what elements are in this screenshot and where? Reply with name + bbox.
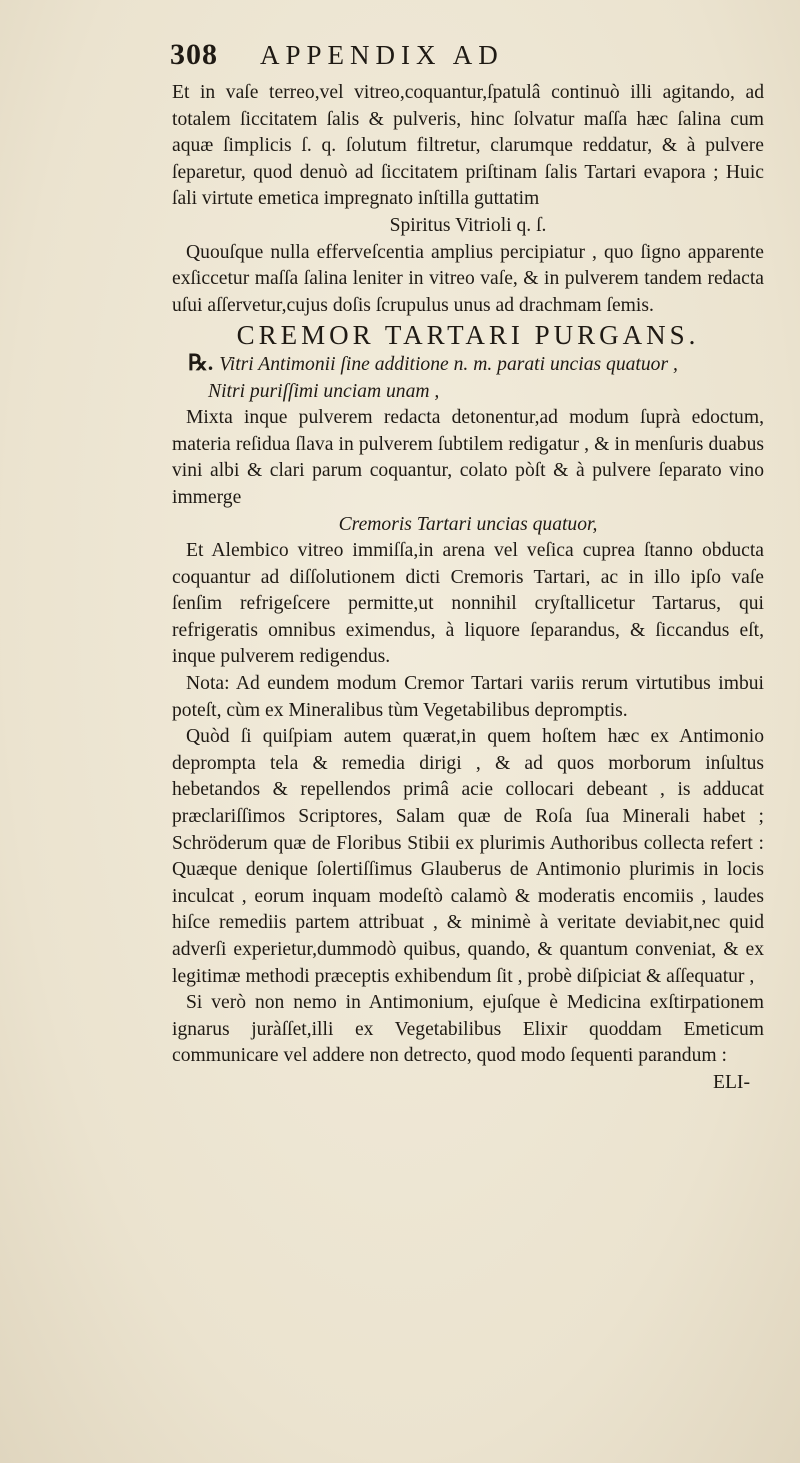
paragraph-evaporation: Et in vaſe terreo,vel vitreo,coquantur,ſpatulâ continuò illi agitando, ad totalem ſiccitatem ſalis & pulveris, hinc ſolvatur maſſa hæc ſalina cum aquæ ſimplicis ſ. q. ſolutum filtretur, clarumque reddatur, & à pulvere ſeparetur, quod denuò ad ſiccitatem priſtinam ſalis Tartari evapora ; Huic ſali virtute emetica impregnato inſtilla guttatim xyxy=(172,82,764,210)
catchword: ELI- xyxy=(713,1071,750,1093)
paragraph-authorities: Quòd ſi quiſpiam autem quærat,in quem hoſtem hæc ex Antimonio deprompta tela & remedia dirigi , & ad quos morborum inſultus hebetandos & repellendos primâ acie collocari debeant , is adducat præclariſſimos Scriptores, Salam quæ de Roſa ſua Minerali habet ; Schröderum quæ de Floribus Stibii ex plurimis Authoribus collecta refert : Quæque denique ſolertiſſimus Glauberus de Antimonio plurimis in locis inculcat , eorum inquam modeſtò calamò & moderatis encomiis , laudes hiſce remediis partem attribuat , & minimè à veritate deviabit,nec quid adverſi experietur,dummodò quibus, quando, & quantum conveniat, & ex legitimæ methodi præceptis exhibendum ſit , probè diſpiciat & aſſequatur , xyxy=(172,726,764,987)
running-head: APPENDIX AD xyxy=(260,40,504,70)
paragraph-mixture: Mixta inque pulverem redacta detonentur,ad modum ſuprà edoctum, materia reſidua ſlava in pulverem ſubtilem redigatur , & in menſuris duabus vini albi & clari parum coquantur, colato pòſt & à pulvere ſeparato vino immerge xyxy=(172,407,764,508)
ingredient-vitri-antimonii: Vitri Antimonii ſine additione n. m. parati uncias quatuor , xyxy=(219,353,678,375)
paragraph-nota: Nota: Ad eundem modum Cremor Tartari variis rerum virtutibus imbui poteſt, cùm ex Mineralibus tùm Vegetabilibus depromptis. xyxy=(172,673,764,721)
catchword-line xyxy=(172,1070,764,1097)
page-number: 308 xyxy=(170,38,218,71)
ingredient-nitri: Nitri puriſſimi unciam unam , xyxy=(208,380,440,402)
paragraph-elixir: Si verò non nemo in Antimonium, ejuſque è Medicina exſtirpationem ignarus juràſſet,illi ex Vegetabilibus Elixir quoddam Emeticum communicare vel addere non detrecto, quod modo ſequenti parandum : xyxy=(172,992,764,1067)
page-body xyxy=(172,80,764,1097)
ingredient-spiritus-vitrioli: Spiritus Vitrioli q. ſ. xyxy=(389,214,547,236)
paragraph-effervescence: Quouſque nulla efferveſcentia amplius percipiatur , quo ſigno apparente exſiccetur maſſa ſalina leniter in vitreo vaſe, & in pulverem tandem redacta uſui aſſervetur,cujus doſis ſcrupulus unus ad drachmam ſemis. xyxy=(172,241,764,316)
ingredient-cremoris-tartari: Cremoris Tartari uncias quatuor, xyxy=(338,513,598,535)
recipe-line xyxy=(172,350,764,379)
paragraph-alembic: Et Alembico vitreo immiſſa,in arena vel veſica cuprea ſtanno obducta coquantur ad diſſolutionem dicti Cremoris Tartari, ac in illo ipſo vaſe ſenſim refrigeſcere permitte,ut nonnihil cryſtallicetur Tartarus, qui refrigeratis omnibus eximendus, à liquore ſeparandus, & ſiccandus eſt, inque pulverem redigendus. xyxy=(172,540,764,668)
page-header xyxy=(170,38,730,78)
section-title: CREMOR TARTARI PURGANS. xyxy=(236,320,700,351)
recipe-symbol: ℞. xyxy=(188,349,214,375)
